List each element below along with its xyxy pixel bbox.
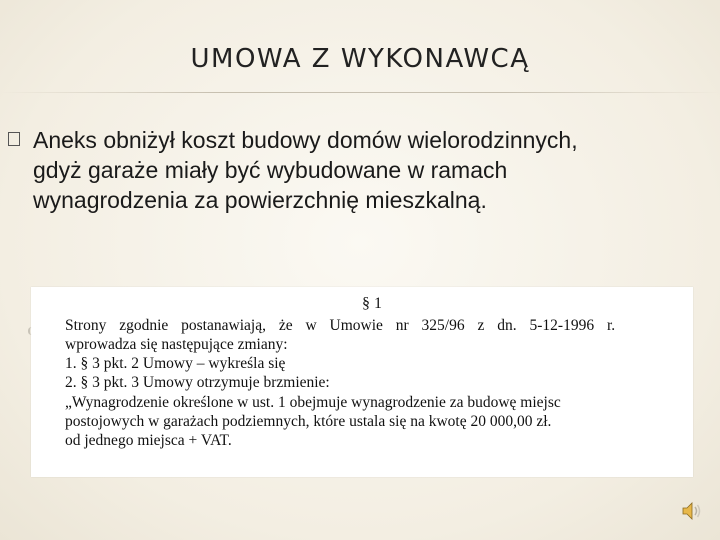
title-divider xyxy=(0,92,720,93)
square-bullet-icon xyxy=(8,132,20,146)
document-line: 2. § 3 pkt. 3 Umowy otrzymuje brzmienie: xyxy=(65,374,330,391)
scanned-document-image xyxy=(31,287,693,477)
document-line: wprowadza się następujące zmiany: xyxy=(65,336,288,353)
speaker-icon-graphic xyxy=(681,500,703,522)
document-line: postojowych w garażach podziemnych, które ustala się na kwotę 20 000,00 zł. xyxy=(65,413,552,430)
document-line: Strony zgodnie postanawiają, że w Umowie nr 325/96 z dn. 5-12-1996 r. xyxy=(65,317,616,334)
scan-artifact xyxy=(28,327,35,335)
bullet-line: gdyż garaże miały być wybudowane w ramach xyxy=(33,157,508,183)
document-line: „Wynagrodzenie określone w ust. 1 obejmuje wynagrodzenie za budowę miejsc xyxy=(65,394,561,411)
bullet-line: Aneks obniżył koszt budowy domów wielorodzinnych, xyxy=(33,127,578,153)
bullet-text xyxy=(33,125,708,215)
document-line: od jednego miejsca + VAT. xyxy=(65,432,232,449)
speaker-icon[interactable] xyxy=(681,500,703,522)
slide-title: UMOWA Z WYKONAWCĄ xyxy=(190,44,530,74)
document-line: 1. § 3 pkt. 2 Umowy – wykreśla się xyxy=(65,355,286,372)
document-section-heading: § 1 xyxy=(362,295,382,312)
bullet-line: wynagrodzenia za powierzchnię mieszkalną. xyxy=(33,187,487,213)
